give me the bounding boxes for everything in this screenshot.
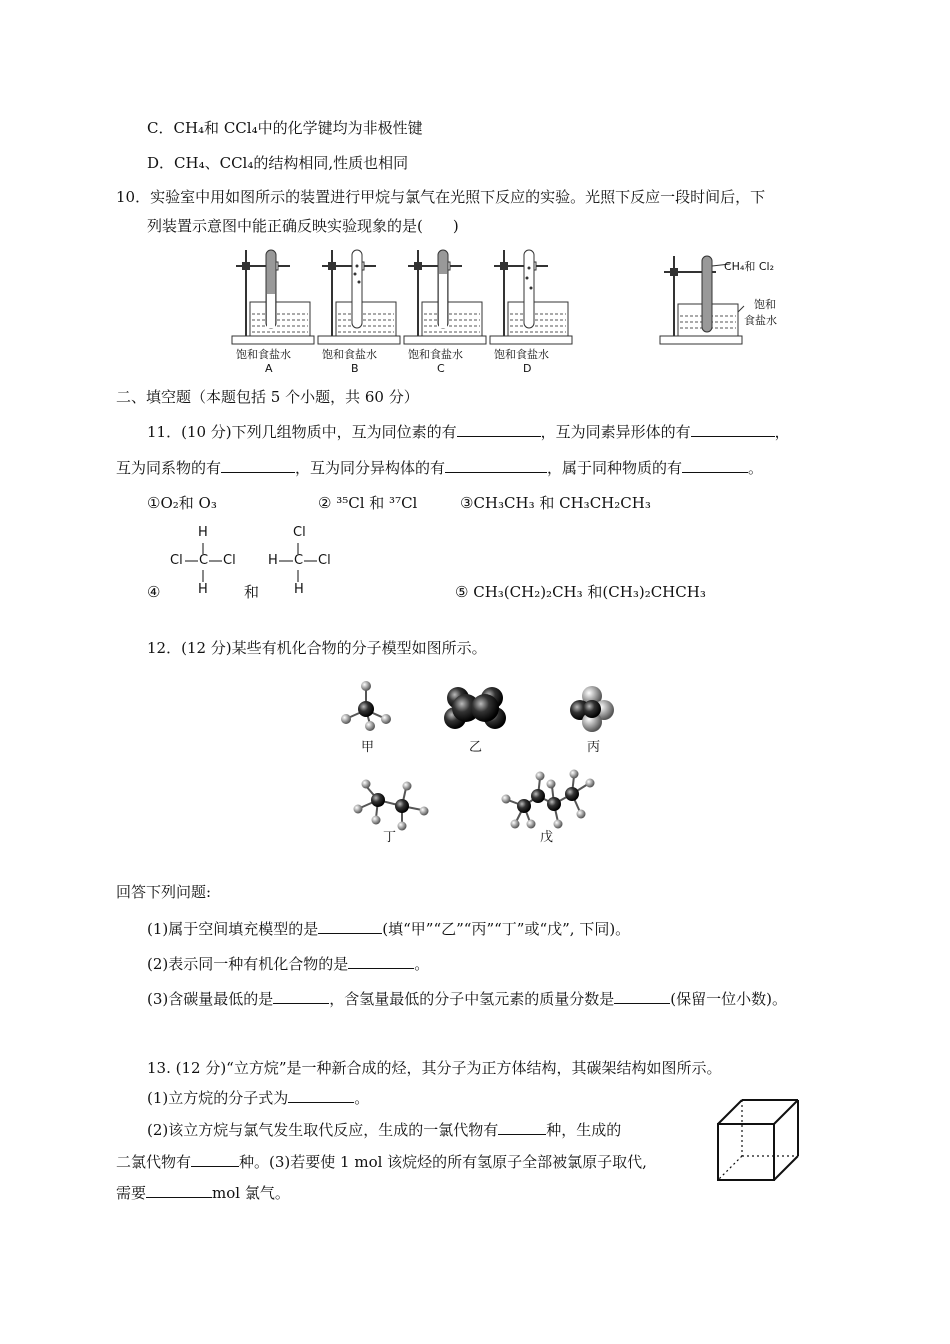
model-yi — [444, 687, 506, 729]
q10-stem-line2: 列装置示意图中能正确反映实验现象的是( ) — [147, 217, 459, 235]
section-heading: 二、填空题（本题包括 5 个小题，共 60 分） — [116, 388, 419, 406]
model-label-ding: 丁 — [383, 830, 397, 845]
q13-part3: 需要 mol 氯气。 — [116, 1184, 290, 1202]
q11-blank-isomer[interactable] — [445, 457, 547, 473]
apparatus-letter-c: C — [437, 362, 445, 375]
ref-label-brine-2: 食盐水 — [744, 314, 777, 327]
q12-part1: (1)属于空间填充模型的是 (填“甲”“乙”“丙”“丁”或“戊”, 下同)。 — [147, 920, 631, 938]
q11-line2: 互为同系物的有 ，互为同分异构体的有 ，属于同种物质的有 。 — [116, 459, 764, 477]
mol1-bottom: H — [198, 582, 208, 597]
q13-blank-formula[interactable] — [288, 1087, 354, 1103]
q11-item-4: ④ — [147, 583, 161, 601]
apparatus-letter-a: A — [265, 362, 273, 375]
q12-blank-1[interactable] — [318, 918, 382, 934]
q13-part1: (1)立方烷的分子式为 。 — [147, 1089, 370, 1107]
q11-blank-homolog[interactable] — [221, 457, 295, 473]
model-label-bing: 丙 — [587, 740, 601, 755]
apparatus-caption-b: 饱和食盐水 — [322, 348, 377, 361]
q11-item-4-and: 和 — [244, 583, 260, 601]
q11-blank-allotrope[interactable] — [691, 421, 775, 437]
q13-part2: (2)该立方烷与氯气发生取代反应，生成的一氯代物有 种，生成的 — [147, 1121, 622, 1139]
q12-answer-intro: 回答下列问题: — [116, 883, 212, 901]
q12-part2: (2)表示同一种有机化合物的是 。 — [147, 955, 430, 973]
model-label-wu: 戊 — [540, 830, 554, 845]
mol1-top: H — [198, 525, 208, 540]
mol2-left: H — [268, 553, 278, 568]
mol2-bottom: H — [294, 582, 304, 597]
model-label-yi: 乙 — [469, 740, 483, 755]
q11-line1: 11．(10 分)下列几组物质中，互为同位素的有 ，互为同素异形体的有 ， — [147, 423, 790, 441]
q13-part2-cont: 二氯代物有 种。(3)若要使 1 mol 该烷烃的所有氢原子全部被氯原子取代, — [116, 1153, 647, 1171]
mol1-bonds — [170, 540, 250, 584]
q13-blank-di[interactable] — [191, 1151, 239, 1167]
q12-part3: (3)含碳量最低的是 ，含氢量最低的分子中氢元素的质量分数是 (保留一位小数)。 — [147, 990, 787, 1008]
q11-blank-same-substance[interactable] — [682, 457, 748, 473]
model-wu — [502, 770, 595, 829]
mol2-top: Cl — [293, 525, 306, 540]
mol2-right: Cl — [318, 553, 331, 568]
apparatus-letter-b: B — [351, 362, 359, 375]
q11-item-2: ② ³⁵Cl 和 ³⁷Cl — [318, 494, 418, 512]
apparatus-caption-c: 饱和食盐水 — [408, 348, 463, 361]
q11-item-3: ③CH₃CH₃ 和 CH₃CH₂CH₃ — [460, 494, 651, 512]
q10-stem-line1: 10．实验室中用如图所示的装置进行甲烷与氯气在光照下反应的实验。光照下反应一段时间后，下 — [116, 188, 766, 206]
q11-item-1: ①O₂和 O₃ — [147, 494, 217, 512]
q12-stem: 12．(12 分)某些有机化合物的分子模型如图所示。 — [147, 639, 487, 657]
q12-molecule-models — [330, 676, 630, 856]
q13-stem: 13. (12 分)“立方烷”是一种新合成的烃，其分子为正方体结构，其碳架结构如图所示。 — [147, 1059, 722, 1077]
model-ding — [354, 780, 429, 831]
ref-label-gas: CH₄和 Cl₂ — [724, 260, 775, 273]
mol2-bonds — [265, 540, 345, 584]
q12-blank-3b[interactable] — [614, 988, 670, 1004]
mol1-right: Cl — [223, 553, 236, 568]
apparatus-c — [404, 250, 486, 344]
mol2-center: C — [294, 553, 304, 568]
apparatus-a — [232, 250, 314, 344]
ref-label-brine-1: 饱和 — [754, 298, 776, 311]
apparatus-caption-d: 饱和食盐水 — [494, 348, 549, 361]
mol1-left: Cl — [170, 553, 183, 568]
apparatus-d — [490, 250, 572, 344]
apparatus-caption-a: 饱和食盐水 — [236, 348, 291, 361]
apparatus-letter-d: D — [523, 362, 532, 375]
q11-item-5: ⑤ CH₃(CH₂)₂CH₃ 和(CH₃)₂CHCH₃ — [455, 583, 706, 601]
model-bing — [570, 686, 614, 732]
mol1-center: C — [199, 553, 209, 568]
model-jia — [341, 681, 391, 731]
q12-blank-3a[interactable] — [273, 988, 329, 1004]
q9-option-d: D．CH₄、CCl₄的结构相同,性质也相同 — [147, 154, 409, 172]
q13-blank-chlorine[interactable] — [146, 1182, 212, 1198]
q13-blank-mono[interactable] — [498, 1119, 546, 1135]
q9-option-c: C．CH₄和 CCl₄中的化学键均为非极性键 — [147, 119, 423, 137]
apparatus-b — [318, 250, 400, 344]
model-label-jia: 甲 — [361, 740, 375, 755]
q11-blank-isotope[interactable] — [457, 421, 541, 437]
q12-blank-2[interactable] — [348, 953, 414, 969]
cubane-cube-figure — [712, 1094, 802, 1186]
